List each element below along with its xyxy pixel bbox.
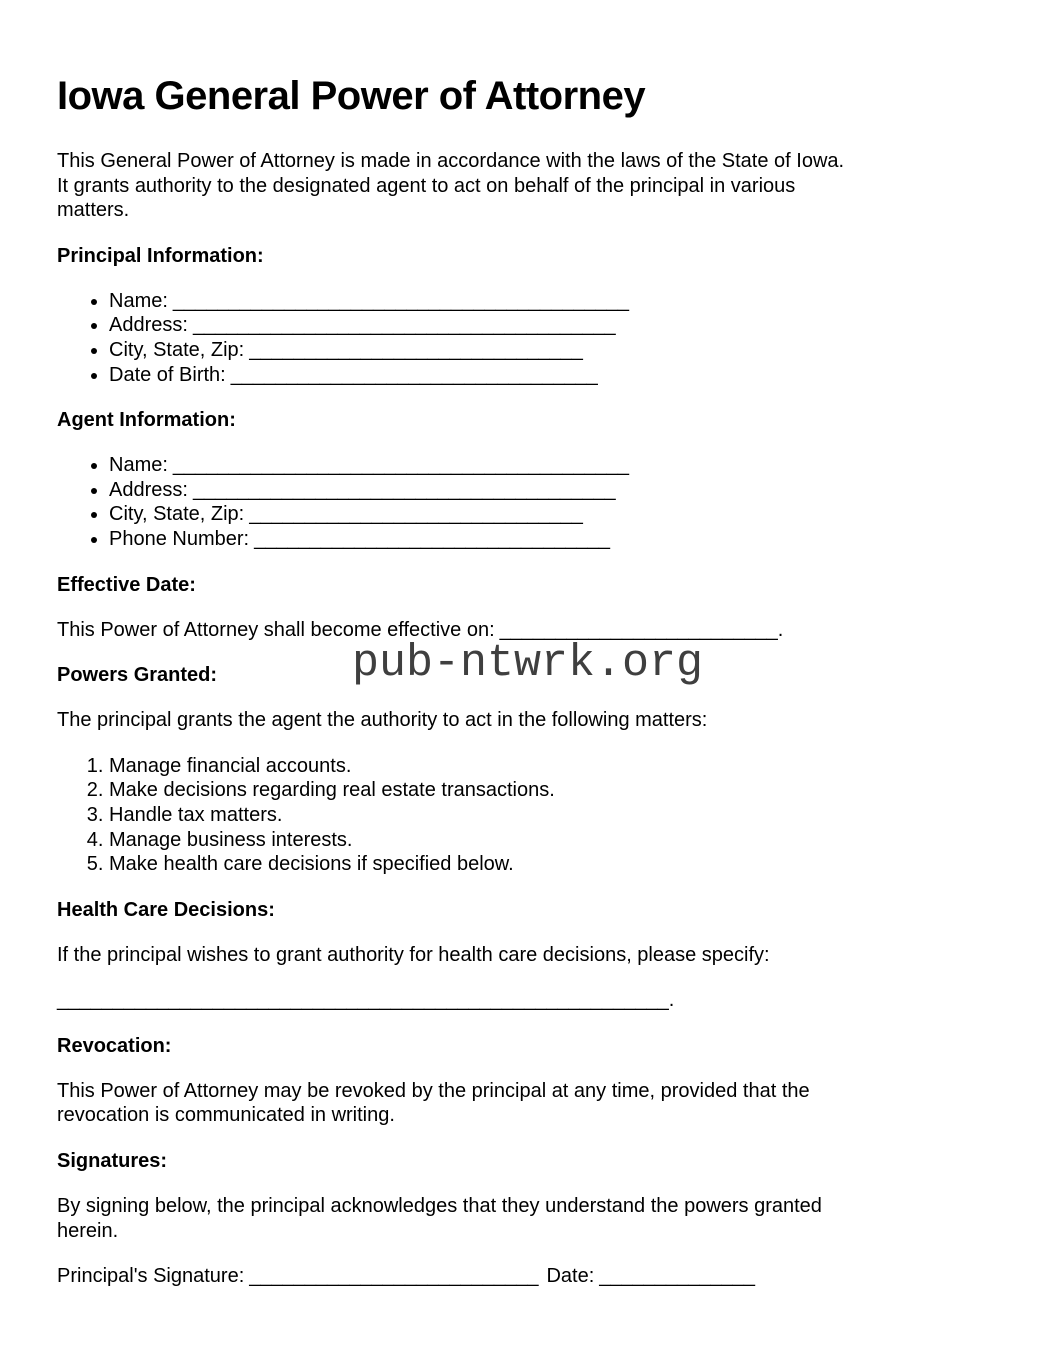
revocation-heading: Revocation:: [57, 1034, 172, 1057]
document-title: Iowa General Power of Attorney: [57, 74, 646, 118]
principal-city-state-zip-blank: ______________________________: [249, 338, 583, 361]
field-principal-city-state-zip: [109, 338, 995, 363]
power-item: 2. Make decisions regarding real estate transactions.: [109, 778, 995, 803]
principal-fields-list: [57, 289, 995, 387]
field-label: Address:: [109, 314, 188, 337]
effective-date-line: [57, 618, 995, 643]
text-line: It grants authority to the designated agent to act on behalf of the principal in various: [57, 174, 796, 197]
watermark-text: pub-ntwrk.org: [351, 638, 704, 689]
agent-fields-list: [57, 453, 995, 551]
principal-signature-blank: __________________________: [249, 1265, 539, 1288]
power-item: 3. Handle tax matters.: [109, 803, 995, 828]
health-care-text: If the principal wishes to grant authority for health care decisions, please specify:: [57, 943, 770, 966]
text-line: revocation is communicated in writing.: [57, 1104, 395, 1127]
text-line: herein.: [57, 1219, 119, 1242]
principal-address-blank: ______________________________________: [192, 314, 616, 337]
field-agent-phone-number: [109, 527, 995, 552]
effective-date-text: This Power of Attorney shall become effective on:: [57, 618, 495, 641]
field-label: Address:: [109, 478, 188, 501]
powers-lead-text: The principal grants the agent the authority to act in the following matters:: [57, 709, 708, 732]
text-line: matters.: [57, 199, 130, 222]
principal-information-heading: Principal Information:: [57, 244, 264, 267]
agent-city-state-zip-blank: ______________________________: [249, 503, 583, 526]
sentence-period: .: [668, 989, 675, 1012]
health-care-blank: _______________________________________________________: [57, 989, 669, 1012]
field-label: Date of Birth:: [109, 363, 226, 386]
field-principal-date-of-birth: [109, 363, 995, 388]
field-agent-address: [109, 478, 995, 503]
powers-granted-heading: Powers Granted:: [57, 664, 218, 687]
principal-date-of-birth-blank: _________________________________: [230, 363, 598, 386]
text-line: This General Power of Attorney is made in accordance with the laws of the State of Iowa.: [57, 150, 845, 172]
date-blank: ______________: [599, 1265, 755, 1288]
field-label: Phone Number:: [109, 527, 250, 550]
field-principal-address: [109, 313, 995, 338]
text-line: This Power of Attorney may be revoked by the principal at any time, provided that the: [57, 1079, 810, 1102]
field-agent-city-state-zip: [109, 502, 995, 527]
field-label: Name:: [109, 454, 168, 477]
agent-phone-number-blank: ________________________________: [254, 527, 611, 550]
text-line: By signing below, the principal acknowledges that they understand the powers granted: [57, 1195, 822, 1218]
health-care-specify-line: [57, 988, 995, 1013]
signature-row: [57, 1264, 995, 1289]
sentence-period: .: [777, 618, 784, 641]
field-principal-name: [109, 289, 995, 314]
agent-address-blank: ______________________________________: [192, 478, 616, 501]
power-item: 5. Make health care decisions if specified below.: [109, 852, 995, 877]
power-item: 1. Manage financial accounts.: [109, 754, 995, 779]
field-agent-name: [109, 453, 995, 478]
powers-list: [57, 754, 995, 877]
agent-name-blank: _________________________________________: [172, 454, 629, 477]
effective-date-blank: _________________________: [499, 618, 778, 641]
agent-information-heading: Agent Information:: [57, 409, 236, 432]
field-label: Name:: [109, 289, 168, 312]
principal-name-blank: _________________________________________: [172, 289, 629, 312]
principal-signature-label: Principal's Signature:: [57, 1265, 245, 1288]
health-care-decisions-heading: Health Care Decisions:: [57, 898, 275, 921]
field-label: City, State, Zip:: [109, 503, 245, 526]
intro-paragraph: [57, 149, 995, 223]
signatures-heading: Signatures:: [57, 1150, 168, 1173]
effective-date-heading: Effective Date:: [57, 573, 196, 596]
date-label: Date:: [546, 1265, 595, 1288]
revocation-paragraph: [57, 1079, 995, 1128]
power-item: 4. Manage business interests.: [109, 828, 995, 853]
signatures-paragraph: [57, 1194, 995, 1243]
field-label: City, State, Zip:: [109, 338, 245, 361]
